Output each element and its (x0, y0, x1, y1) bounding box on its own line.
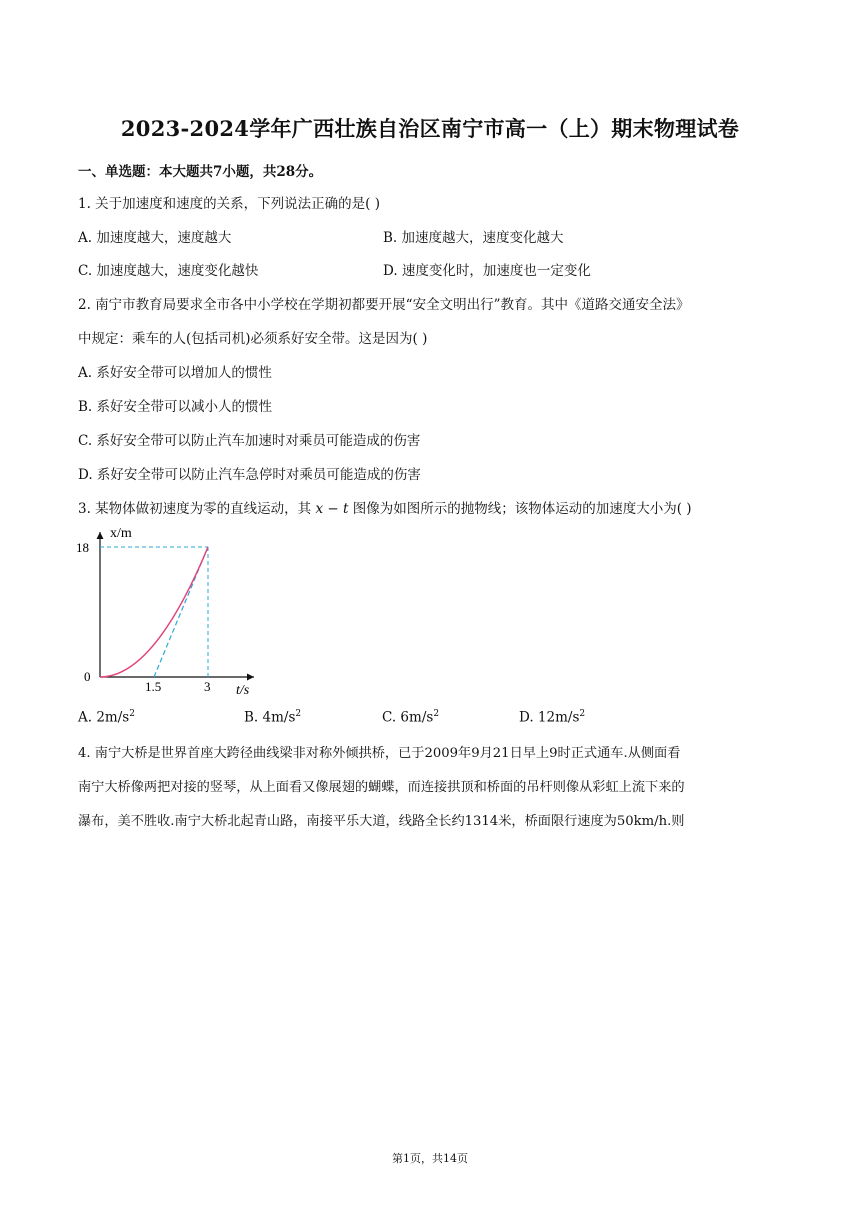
x-tick-1-5: 1.5 (145, 679, 162, 694)
q3-stem-suffix: 图像为如图所示的抛物线；该物体运动的加速度大小为( ) (352, 501, 692, 517)
q3-option-a-exp: 2 (129, 709, 135, 719)
q1-stem: 1. 关于加速度和速度的关系，下列说法正确的是( ) (78, 196, 380, 212)
q1-option-c: C. 加速度越大，速度变化越快 (78, 263, 259, 279)
y-tick-18: 18 (76, 540, 89, 555)
q1-option-b: B. 加速度越大，速度变化越大 (383, 230, 564, 246)
q3-option-a (78, 709, 135, 726)
q3-option-d (519, 709, 585, 726)
q3-option-b-text: B. 4m/s (244, 709, 296, 726)
xt-graph (74, 520, 274, 700)
x-axis-label: t/s (236, 683, 250, 698)
q2-stem-line1: 2. 南宁市教育局要求全市各中小学校在学期初都要开展“安全文明出行”教育。其中《道路交通安全法》 (78, 297, 690, 313)
q3-option-c (382, 709, 439, 726)
q3-option-a-text: A. 2m/s (78, 709, 130, 726)
q4-line1: 4. 南宁大桥是世界首座大跨径曲线梁非对称外倾拱桥，已于2009年9月21日早上9时正式通车.从侧面看 (78, 746, 681, 761)
q4-line3: 瀑布，美不胜收.南宁大桥北起青山路，南接平乐大道，线路全长约1314米，桥面限行速度为50km/h.则 (78, 814, 685, 829)
q2-stem-line2: 中规定：乘车的人(包括司机)必须系好安全带。这是因为( ) (78, 331, 428, 347)
y-axis-label: x/m (110, 526, 132, 541)
origin-label: 0 (84, 669, 91, 684)
q3-stem-math: x − t (315, 501, 349, 517)
q3-option-b (244, 709, 301, 726)
q3-option-d-exp: 2 (579, 709, 586, 719)
q2-option-a: A. 系好安全带可以增加人的惯性 (78, 365, 272, 381)
q3-option-d-text: D. 12m/s (519, 709, 580, 726)
page-footer: 第1页，共14页 (392, 1152, 468, 1165)
q3-option-c-exp: 2 (433, 709, 440, 719)
parabola-curve (100, 547, 208, 677)
section-heading: 一、单选题：本大题共7小题，共28分。 (78, 164, 323, 180)
q4-line2: 南宁大桥像两把对接的竖琴，从上面看又像展翅的蝴蝶，而连接拱顶和桥面的吊杆则像从彩虹上流下来的 (78, 780, 685, 795)
q3-option-c-text: C. 6m/s (382, 709, 434, 726)
q2-option-d: D. 系好安全带可以防止汽车急停时对乘员可能造成的伤害 (78, 467, 421, 483)
q3-stem (78, 497, 692, 517)
page-title: 2023-2024学年广西壮族自治区南宁市高一（上）期末物理试卷 (120, 116, 740, 141)
x-tick-3: 3 (204, 679, 211, 694)
q1-option-d: D. 速度变化时，加速度也一定变化 (383, 263, 591, 279)
q1-option-a: A. 加速度越大，速度越大 (78, 230, 232, 246)
q2-option-b: B. 系好安全带可以减小人的惯性 (78, 399, 273, 415)
q2-option-c: C. 系好安全带可以防止汽车加速时对乘员可能造成的伤害 (78, 433, 421, 449)
q3-stem-prefix: 3. 某物体做初速度为零的直线运动，其 (78, 501, 312, 517)
q3-option-b-exp: 2 (295, 709, 302, 719)
